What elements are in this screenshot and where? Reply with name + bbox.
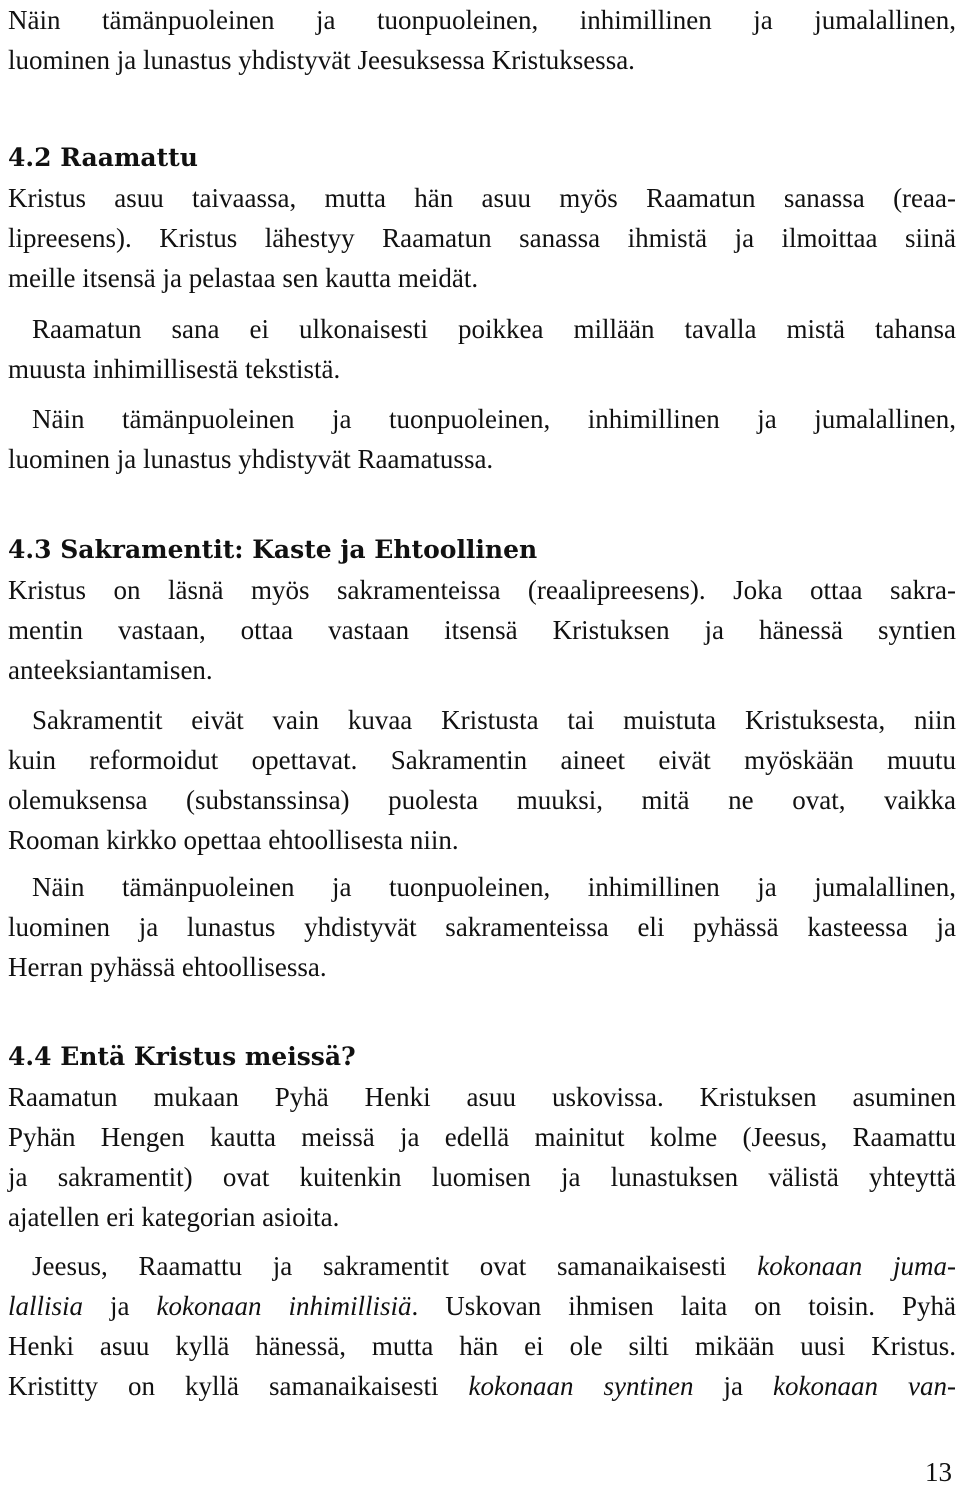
- text-line: Herran pyhässä ehtoollisessa.: [8, 952, 327, 982]
- section-4-3: [8, 530, 956, 690]
- text-line: lipreesens). Kristus lähestyy Raamatun sanassa ihmistä ja ilmoittaa siinä: [8, 223, 956, 253]
- italic-run: kokonaan van-: [773, 1371, 956, 1401]
- text-run: . Uskovan ihmisen laita on toisin. Pyhä: [411, 1291, 956, 1321]
- section-heading: 4.2 Raamattu: [8, 143, 198, 172]
- section-4-4: [8, 1037, 956, 1237]
- text-line: Raamatun mukaan Pyhä Henki asuu uskovissa. Kristuksen asuminen: [8, 1082, 956, 1112]
- final-paragraph: [8, 1246, 956, 1406]
- text-line: olemuksensa (substanssinsa) puolesta muuksi, mitä ne ovat, vaikka: [8, 785, 956, 815]
- text-line: Näin tämänpuoleinen ja tuonpuoleinen, inhimillinen ja jumalallinen,: [8, 5, 956, 35]
- text-line: Pyhän Hengen kautta meissä ja edellä mainitut kolme (Jeesus, Raamattu: [8, 1122, 956, 1152]
- section-4-2: [8, 138, 956, 298]
- text-line: luominen ja lunastus yhdistyvät Raamatussa.: [8, 444, 494, 474]
- text-line: Raamatun sana ei ulkonaisesti poikkea millään tavalla mistä tahansa: [32, 314, 956, 344]
- text-run: ja: [693, 1371, 774, 1401]
- text-line: meille itsensä ja pelastaa sen kautta meidät.: [8, 263, 479, 293]
- italic-run: kokonaan inhimillisiä: [156, 1291, 412, 1321]
- italic-run: kokonaan syntinen: [468, 1371, 694, 1401]
- text-line: Näin tämänpuoleinen ja tuonpuoleinen, inhimillinen ja jumalallinen,: [32, 404, 956, 434]
- text-line: mentin vastaan, ottaa vastaan itsensä Kristuksen ja hänessä syntien: [8, 615, 956, 645]
- italic-run: kokonaan juma-: [757, 1251, 956, 1281]
- intro-paragraph: [8, 0, 956, 80]
- page-number: 13: [925, 1457, 952, 1487]
- text-line: Kristus asuu taivaassa, mutta hän asuu myös Raamatun sanassa (reaa-: [8, 183, 956, 213]
- paragraph: [8, 309, 956, 389]
- text-line: Sakramentit eivät vain kuvaa Kristusta tai muistuta Kristuksesta, niin: [32, 705, 956, 735]
- paragraph: [8, 700, 956, 860]
- text-line: ajatellen eri kategorian asioita.: [8, 1202, 340, 1232]
- section-heading: 4.4 Entä Kristus meissä?: [8, 1042, 356, 1071]
- text-line: Näin tämänpuoleinen ja tuonpuoleinen, inhimillinen ja jumalallinen,: [32, 872, 956, 902]
- text-line: kuin reformoidut opettavat. Sakramentin aineet eivät myöskään muutu: [8, 745, 956, 775]
- text-run: Jeesus, Raamattu ja sakramentit ovat samanaikaisesti: [32, 1251, 758, 1281]
- text-line: [8, 1366, 956, 1406]
- section-heading: 4.3 Sakramentit: Kaste ja Ehtoollinen: [8, 535, 538, 564]
- paragraph: [8, 399, 956, 479]
- text-line: [8, 1246, 956, 1286]
- italic-run: lallisia: [8, 1291, 84, 1321]
- text-run: Kristitty on kyllä samanaikaisesti: [8, 1371, 469, 1401]
- text-line: luominen ja lunastus yhdistyvät sakramenteissa eli pyhässä kasteessa ja: [8, 912, 956, 942]
- text-line: Kristus on läsnä myös sakramenteissa (reaalipreesens). Joka ottaa sakra-: [8, 575, 956, 605]
- text-line: Rooman kirkko opettaa ehtoollisesta niin.: [8, 825, 459, 855]
- paragraph: [8, 867, 956, 987]
- text-line: muusta inhimillisestä tekstistä.: [8, 354, 341, 384]
- text-line: Henki asuu kyllä hänessä, mutta hän ei ole silti mikään uusi Kristus.: [8, 1331, 956, 1361]
- text-line: anteeksiantamisen.: [8, 655, 213, 685]
- text-line: ja sakramentit) ovat kuitenkin luomisen ja lunastuksen välistä yhteyttä: [8, 1162, 956, 1192]
- text-line: [8, 1286, 956, 1326]
- text-line: luominen ja lunastus yhdistyvät Jeesuksessa Kristuksessa.: [8, 45, 635, 75]
- text-run: ja: [83, 1291, 157, 1321]
